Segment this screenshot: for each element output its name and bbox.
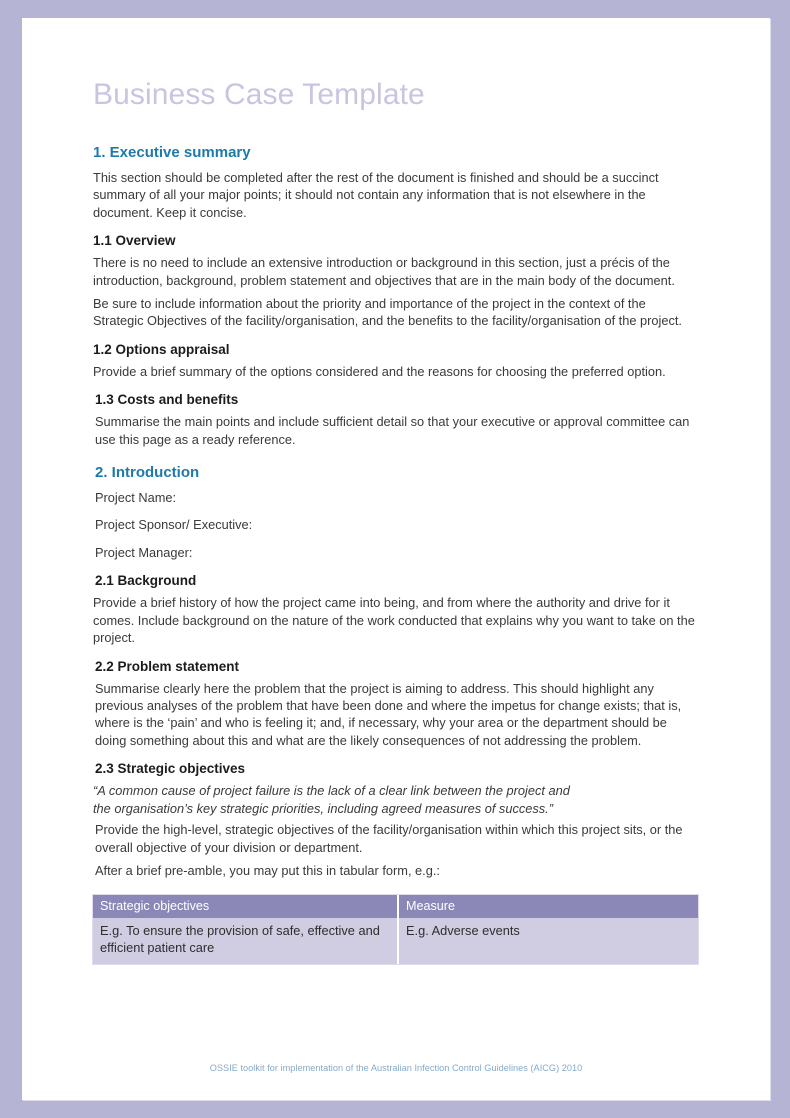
field-project-name: Project Name: [95,490,177,506]
paragraph-costs-and-benefits-1: Summarise the main points and include sufficient detail so that your executive or approval committee can use this page as a ready reference. [95,414,690,447]
field-project-manager: Project Manager: [95,544,193,560]
section-spacer [93,454,699,463]
paragraph-executive-summary-intro: This section should be completed after the rest of the document is finished and should be a succinct summary of all your major points; it should not contain any information that is not elsewhere in the document. Keep it concise. [93,170,659,220]
page-title: Business Case Template [93,78,425,111]
table-cell-measure: E.g. Adverse events [398,918,698,964]
heading-problem-statement: 2.2 Problem statement [95,658,240,674]
document-page [22,18,770,1100]
strategic-objectives-table [93,895,698,964]
section-introduction [93,463,699,963]
document-body [93,78,699,964]
heading-strategic-objectives: 2.3 Strategic objectives [95,761,246,777]
heading-executive-summary: 1. Executive summary [93,144,251,161]
table-row [93,918,698,964]
heading-background: 2.1 Background [95,573,197,589]
table-header-measure: Measure [398,895,698,918]
table-header-row [93,895,698,918]
paragraph-strategic-objectives-1: Provide the high-level, strategic objectives of the facility/organisation within which this project sits, or the overall objective of your division or department. [95,822,683,855]
paragraph-options-appraisal-1: Provide a brief summary of the options considered and the reasons for choosing the preferred option. [93,363,666,379]
quote-strategic-objectives-line-2: the organisation’s key strategic priorities, including agreed measures of success.” [93,800,553,816]
paragraph-problem-statement-1: Summarise clearly here the problem that the project is aiming to address. This should highlight any previous analyses of the problem that have been done and where the impetus for change exists; that is, where is the ‘pain’ and who is feeling it; and, if necessary, why your area or the department should be doing something about this and what are the likely consequences of not addressing the problem. [95,680,682,748]
paragraph-overview-1: There is no need to include an extensive introduction or background in this section, just a précis of the introduction, background, problem statement and objectives that are in the main body of the document. [93,255,675,288]
section-executive-summary [93,143,699,448]
heading-overview: 1.1 Overview [93,233,176,249]
paragraph-strategic-objectives-2: After a brief pre-amble, you may put this in tabular form, e.g.: [95,863,440,879]
page-footer [22,1058,770,1076]
table-header-strategic-objectives: Strategic objectives [93,895,398,918]
quote-strategic-objectives-line-1: “A common cause of project failure is the lack of a clear link between the project and [93,783,570,799]
paragraph-background-1: Provide a brief history of how the project came into being, and from where the authority and drive for it comes. Include background on the nature of the work conducted that explains why you want to take on the project. [93,595,695,646]
heading-options-appraisal: 1.2 Options appraisal [93,341,230,357]
paragraph-overview-2: Be sure to include information about the priority and importance of the project in the context of the Strategic Objectives of the facility/organisation, and the benefits to the facility/organisation of the project. [93,296,682,329]
table-cell-objective: E.g. To ensure the provision of safe, effective and efficient patient care [93,918,398,964]
heading-introduction: 2. Introduction [95,464,200,482]
footer-text: OSSIE toolkit for implementation of the Australian Infection Control Guidelines (AICG) 2010 [209,1063,583,1073]
heading-costs-and-benefits: 1.3 Costs and benefits [95,392,239,408]
field-project-sponsor: Project Sponsor/ Executive: [95,517,253,533]
